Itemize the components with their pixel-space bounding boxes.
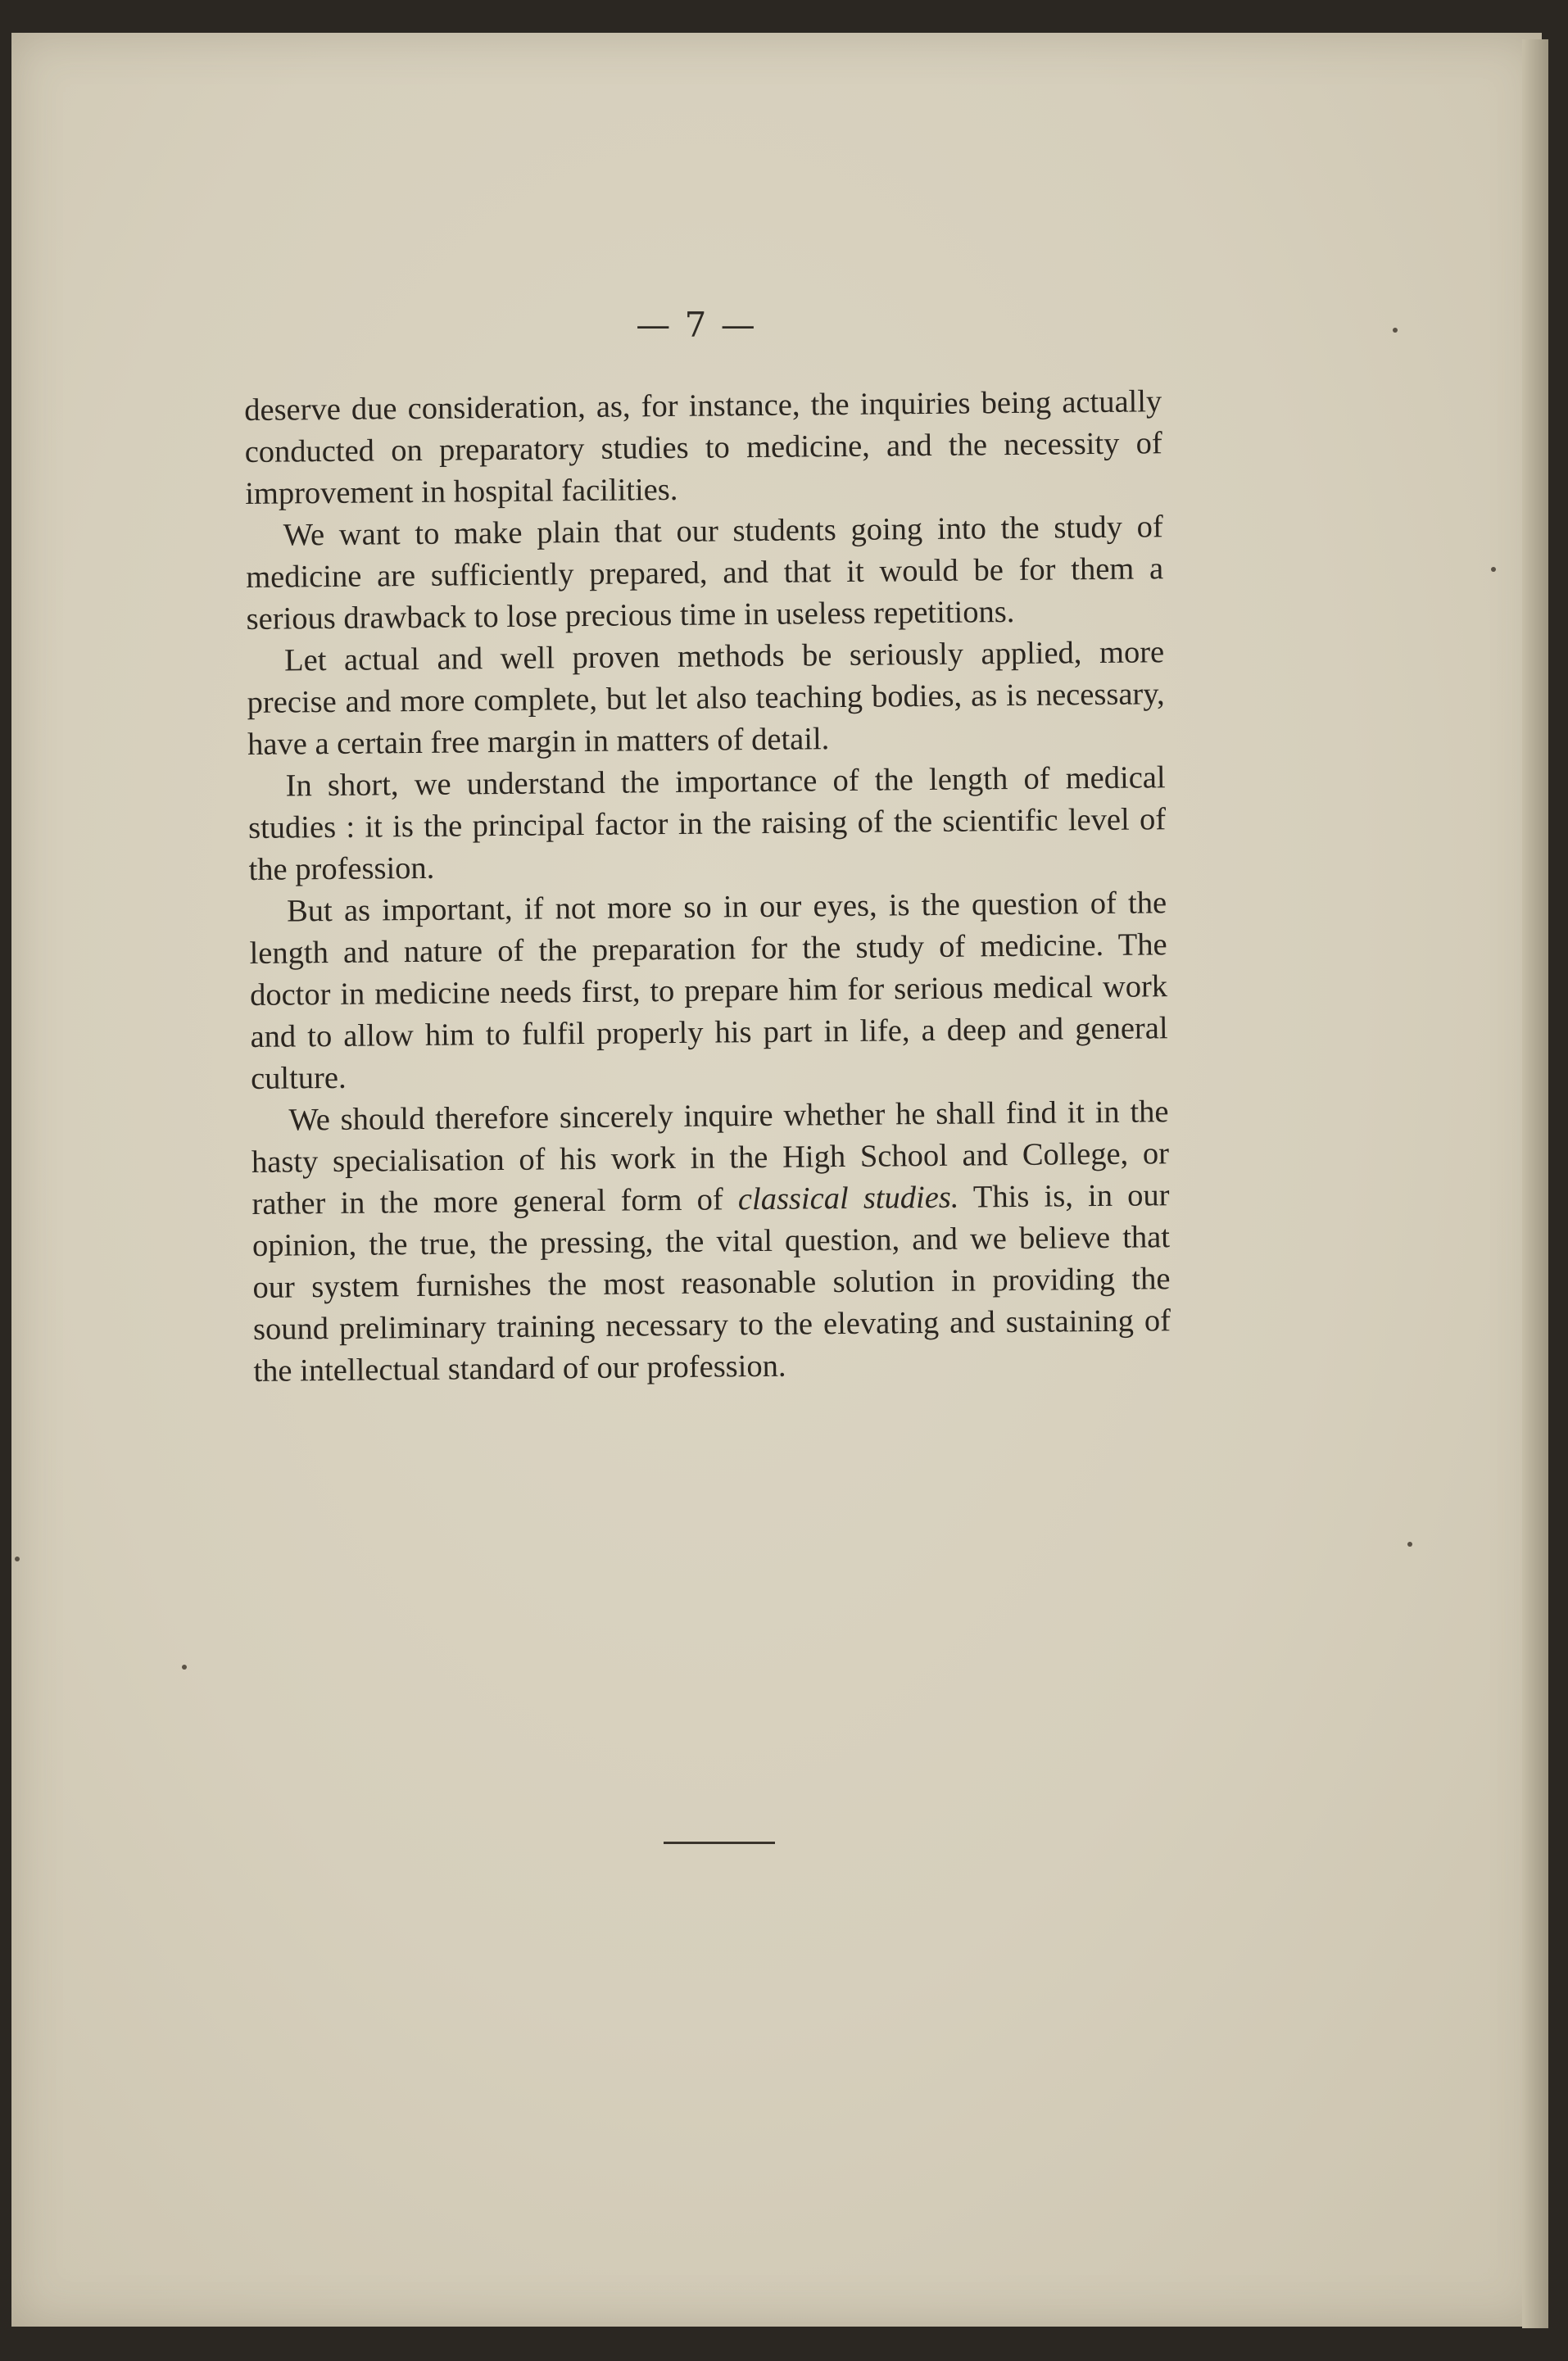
- end-rule: [664, 1842, 775, 1844]
- paper-speck: [182, 1665, 187, 1670]
- paper-speck: [1491, 567, 1496, 572]
- body-text: [244, 381, 1171, 1393]
- paragraph: But as important, if not more so in our eyes, is the question of the length and nature of the preparation for the study of medicine. The doctor in medicine needs first, to prepare him for serious medical work and to allow him to fulfil properly his part in life, a deep and general culture.: [249, 886, 1168, 1096]
- paragraph: In short, we understand the importance of the length of medical studies : it is the principal factor in the raising of the scientific level of the profession.: [247, 760, 1167, 887]
- text-segment: We should therefore sincerely inquire whether he shall find it in the hasty specialisation of his work in the High School and College, or rather in the more general form of: [251, 1094, 1170, 1221]
- paper-speck: [1407, 1542, 1412, 1547]
- page-edge: [1522, 39, 1548, 2328]
- text-segment: This is, in our opinion, the true, the pressing, the vital question, and we believe that our system furnishes the most reasonable solution in providing the sound preliminary training necessary to the elevating and sustaining of the intellectual standard of our profession.: [252, 1178, 1171, 1389]
- paper-speck: [15, 1557, 20, 1561]
- paragraph: deserve due consideration, as, for instance, the inquiries being actually conducted on preparatory studies to medicine, and the necessity of improvement in hospital facilities.: [244, 384, 1162, 511]
- paragraph: We want to make plain that our students going into the study of medicine are sufficiently prepared, and that it would be for them a serious drawback to lose precious time in useless repetitions.: [245, 510, 1164, 637]
- italic-phrase: classical studies.: [737, 1180, 959, 1217]
- paragraph-last: [251, 1091, 1171, 1393]
- paper-speck: [1393, 328, 1398, 333]
- paragraph: Let actual and well proven methods be seriously applied, more precise and more complete, but let also teaching bodies, as is necessary, have a certain free margin in matters of detail.: [247, 635, 1165, 762]
- page-number: — 7 —: [636, 305, 757, 345]
